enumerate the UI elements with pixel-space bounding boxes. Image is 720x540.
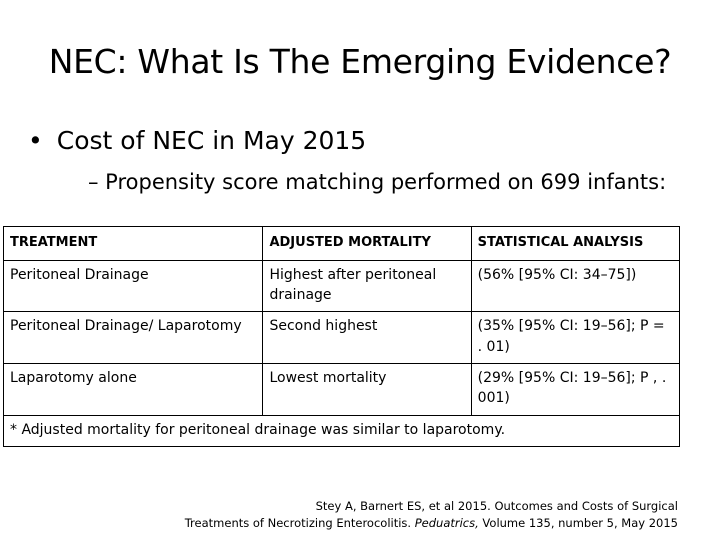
header-adjusted-mortality: ADJUSTED MORTALITY bbox=[263, 227, 471, 261]
sub-bullet: – Propensity score matching performed on 699 infants: bbox=[88, 170, 667, 194]
citation-title-part: Treatments of Necrotizing Enterocolitis. bbox=[184, 516, 415, 531]
citation-journal: Peduatrics, bbox=[414, 516, 479, 531]
citation-line-2 bbox=[185, 515, 678, 532]
citation bbox=[185, 498, 678, 533]
cell-adjusted-mortality: Highest after peritoneal drainage bbox=[263, 260, 471, 312]
citation-volume: Volume 135, number 5, May 2015 bbox=[478, 516, 678, 531]
table-row bbox=[4, 260, 680, 312]
table-header-row bbox=[4, 227, 680, 261]
bullet-marker: • bbox=[28, 126, 43, 155]
mortality-table bbox=[3, 226, 680, 447]
table-row bbox=[4, 312, 680, 364]
slide-title: NEC: What Is The Emerging Evidence? bbox=[48, 42, 672, 81]
cell-statistical-analysis: (35% [95% CI: 19–56]; P = . 01) bbox=[471, 312, 679, 364]
cell-adjusted-mortality: Second highest bbox=[263, 312, 471, 364]
bullet-point bbox=[28, 126, 366, 156]
header-treatment: TREATMENT bbox=[4, 227, 263, 261]
citation-line-1: Stey A, Barnert ES, et al 2015. Outcomes and Costs of Surgical bbox=[315, 499, 678, 513]
cell-treatment: Laparotomy alone bbox=[4, 364, 263, 416]
cell-statistical-analysis: (29% [95% CI: 19–56]; P , . 001) bbox=[471, 364, 679, 416]
cell-treatment: Peritoneal Drainage/ Laparotomy bbox=[4, 312, 263, 364]
table-footnote-row bbox=[4, 415, 680, 446]
bullet-text: Cost of NEC in May 2015 bbox=[56, 126, 367, 155]
table-row bbox=[4, 364, 680, 416]
cell-adjusted-mortality: Lowest mortality bbox=[263, 364, 471, 416]
header-statistical-analysis: STATISTICAL ANALYSIS bbox=[471, 227, 679, 261]
cell-treatment: Peritoneal Drainage bbox=[4, 260, 263, 312]
cell-statistical-analysis: (56% [95% CI: 34–75]) bbox=[471, 260, 679, 312]
table-footnote: * Adjusted mortality for peritoneal drainage was similar to laparotomy. bbox=[4, 415, 680, 446]
